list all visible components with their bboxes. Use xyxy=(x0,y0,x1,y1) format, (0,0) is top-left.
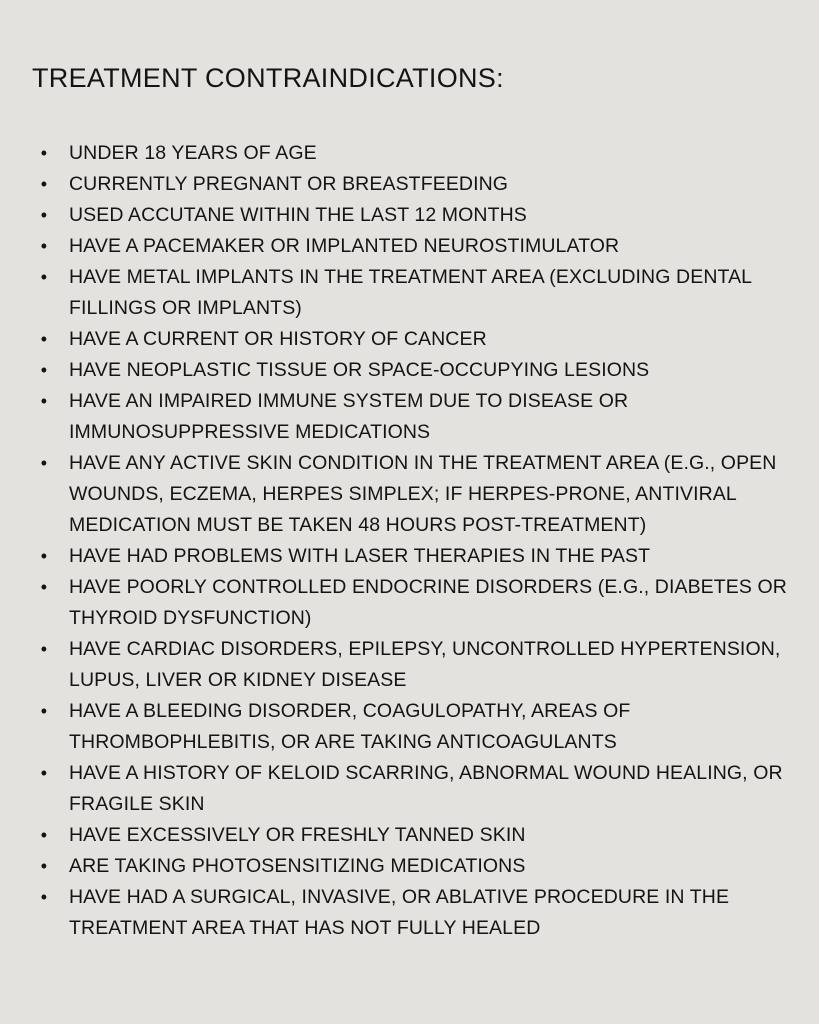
bullet-icon: • xyxy=(40,391,48,411)
list-item xyxy=(32,882,789,944)
bullet-icon: • xyxy=(40,887,48,907)
list-item-text: HAVE A HISTORY OF KELOID SCARRING, ABNORMAL WOUND HEALING, OR FRAGILE SKIN xyxy=(69,762,783,815)
bullet-icon: • xyxy=(40,763,48,783)
list-item-text: HAVE NEOPLASTIC TISSUE OR SPACE-OCCUPYING LESIONS xyxy=(69,359,650,381)
list-item-text: UNDER 18 YEARS OF AGE xyxy=(69,142,317,164)
list-item xyxy=(32,758,789,820)
bullet-icon: • xyxy=(40,329,48,349)
list-item xyxy=(32,572,789,634)
list-item xyxy=(32,200,789,231)
bullet-icon: • xyxy=(40,143,48,163)
bullet-icon: • xyxy=(40,577,48,597)
list-item xyxy=(32,169,789,200)
list-item-text: HAVE HAD A SURGICAL, INVASIVE, OR ABLATIVE PROCEDURE IN THE TREATMENT AREA THAT HAS NOT FULLY HEALED xyxy=(69,886,730,939)
list-item-text: HAVE A BLEEDING DISORDER, COAGULOPATHY, AREAS OF THROMBOPHLEBITIS, OR ARE TAKING ANTICOAGULANTS xyxy=(69,700,631,753)
bullet-icon: • xyxy=(40,360,48,380)
list-item xyxy=(32,138,789,169)
contraindications-list xyxy=(32,138,789,944)
list-item-text: ARE TAKING PHOTOSENSITIZING MEDICATIONS xyxy=(69,855,526,877)
list-item xyxy=(32,634,789,696)
bullet-icon: • xyxy=(40,236,48,256)
list-item-text: HAVE CARDIAC DISORDERS, EPILEPSY, UNCONTROLLED HYPERTENSION, LUPUS, LIVER OR KIDNEY DISEASE xyxy=(69,638,781,691)
bullet-icon: • xyxy=(40,453,48,473)
bullet-icon: • xyxy=(40,205,48,225)
list-item-text: HAVE POORLY CONTROLLED ENDOCRINE DISORDERS (E.G., DIABETES OR THYROID DYSFUNCTION) xyxy=(69,576,787,629)
list-item xyxy=(32,541,789,572)
bullet-icon: • xyxy=(40,639,48,659)
document-title: TREATMENT CONTRAINDICATIONS: xyxy=(32,63,504,93)
bullet-icon: • xyxy=(40,701,48,721)
bullet-icon: • xyxy=(40,825,48,845)
list-item xyxy=(32,324,789,355)
list-item xyxy=(32,355,789,386)
list-item xyxy=(32,262,789,324)
list-item-text: HAVE A CURRENT OR HISTORY OF CANCER xyxy=(69,328,487,350)
bullet-icon: • xyxy=(40,267,48,287)
list-item-text: HAVE EXCESSIVELY OR FRESHLY TANNED SKIN xyxy=(69,824,526,846)
list-item-text: HAVE AN IMPAIRED IMMUNE SYSTEM DUE TO DISEASE OR IMMUNOSUPPRESSIVE MEDICATIONS xyxy=(69,390,629,443)
bullet-icon: • xyxy=(40,546,48,566)
list-item xyxy=(32,231,789,262)
list-item-text: HAVE A PACEMAKER OR IMPLANTED NEUROSTIMULATOR xyxy=(69,235,620,257)
list-item-text: HAVE HAD PROBLEMS WITH LASER THERAPIES IN THE PAST xyxy=(69,545,651,567)
list-item xyxy=(32,386,789,448)
list-item xyxy=(32,448,789,541)
list-item-text: HAVE METAL IMPLANTS IN THE TREATMENT AREA (EXCLUDING DENTAL FILLINGS OR IMPLANTS) xyxy=(69,266,752,319)
bullet-icon: • xyxy=(40,856,48,876)
list-item xyxy=(32,851,789,882)
bullet-icon: • xyxy=(40,174,48,194)
list-item-text: USED ACCUTANE WITHIN THE LAST 12 MONTHS xyxy=(69,204,527,226)
list-item-text: CURRENTLY PREGNANT OR BREASTFEEDING xyxy=(69,173,509,195)
list-item xyxy=(32,820,789,851)
list-item xyxy=(32,696,789,758)
list-item-text: HAVE ANY ACTIVE SKIN CONDITION IN THE TREATMENT AREA (E.G., OPEN WOUNDS, ECZEMA, HERPES SIMPLEX; IF HERPES-PRONE, ANTIVIRAL MEDICATION MUST BE TAKEN 48 HOURS POST-TREATMENT) xyxy=(69,452,777,536)
